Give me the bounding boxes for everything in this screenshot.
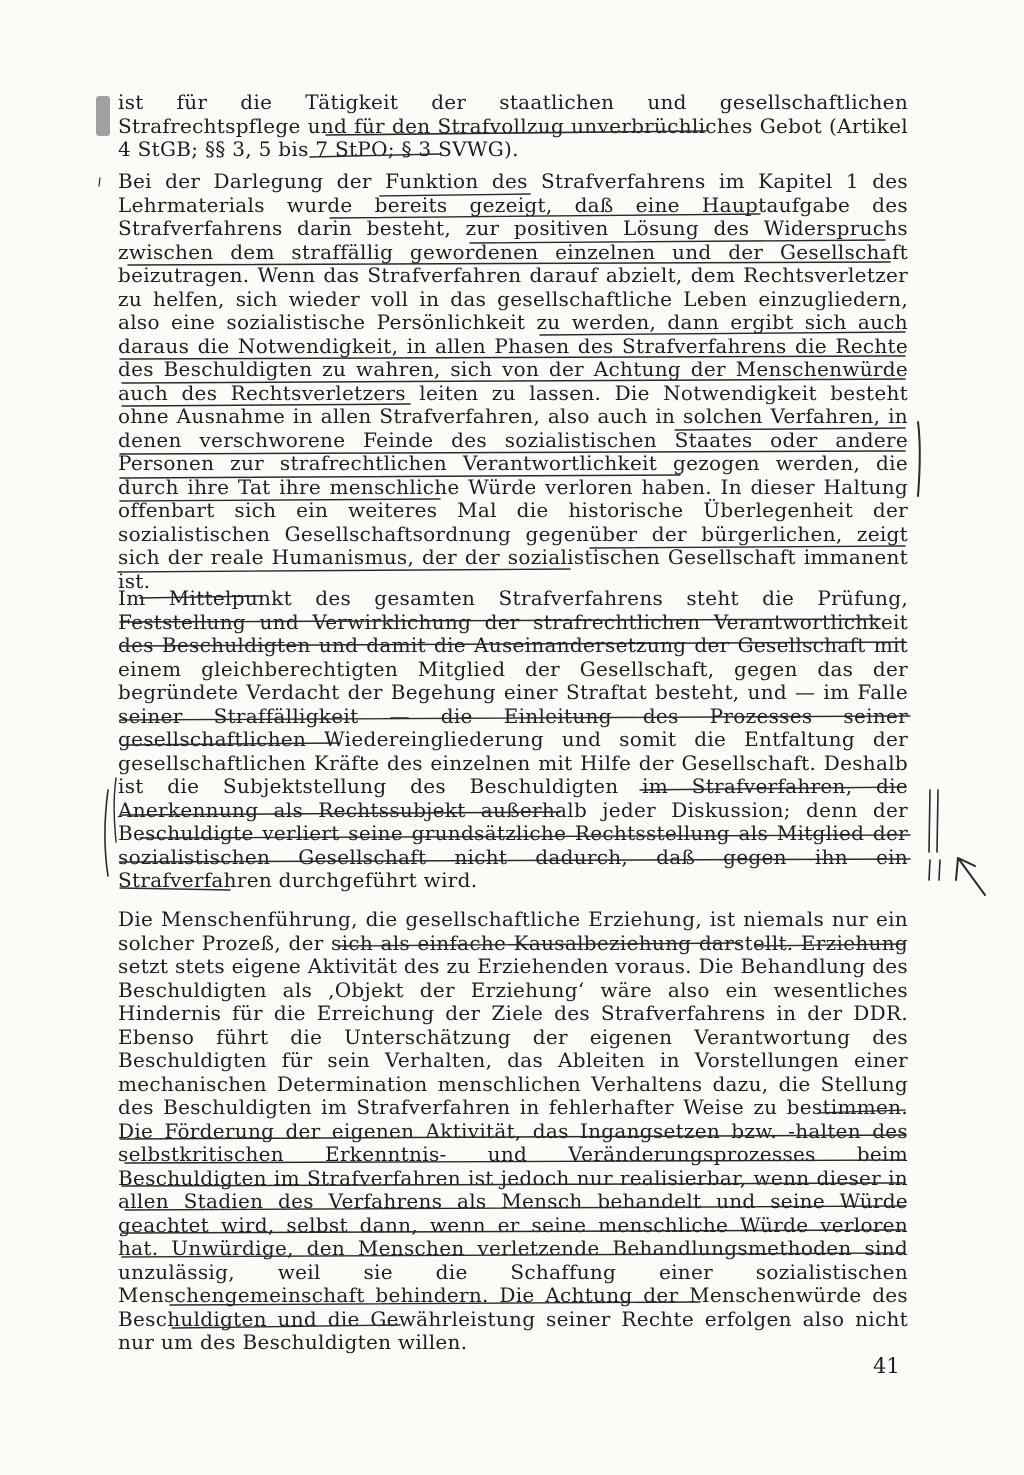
paragraph-4: Die Menschenführung, die gesellschaftliche Erziehung, ist niemals nur ein solcher Prozeß, der sich als einfache Kausalbeziehung darstellt. Erziehung setzt stets eigene Aktivität des zu Erziehenden voraus. Die Behandlung des Beschuldigten als ‚Objekt der Erziehung‘ wäre also ein wesentliches Hindernis für die Erreichung der Ziele des Strafverfahrens in der DDR. Ebenso führt die Unterschätzung der eigenen Verantwortung des Beschuldigten für sein Verhalten, das Ableiten in Vorstellungen einer mechanischen Determination menschlichen Verhaltens dazu, die Stellung des Beschuldigten im Strafverfahren in fehlerhafter Weise zu bestimmen. Die Förderung der eigenen Aktivität, das Ingangsetzen bzw. -halten des selbstkritischen Erkenntnis- und Veränderungsprozesses beim Beschuldigten im Strafverfahren ist jedoch nur realisierbar, wenn dieser in allen Stadien des Verfahrens als Mensch behandelt und seine Würde geachtet wird, selbst dann, wenn er seine menschliche Würde verloren hat. Unwürdige, den Menschen verletzende Behandlungsmethoden sind unzulässig, weil sie die Schaffung einer sozialistischen Menschengemeinschaft behindern. Die Achtung der Menschenwürde des Beschuldigten und die Gewährleistung seiner Rechte erfolgen also nicht nur um des Beschuldigten willen. <box>118 907 908 1354</box>
paragraph-3: Im Mittelpunkt des gesamten Strafverfahrens steht die Prüfung, Feststellung und Verwirklichung der strafrechtlichen Verantwortlichkeit des Beschuldigten und damit die Auseinandersetzung der Gesellschaft mit einem gleichberechtigten Mitglied der Gesellschaft, gegen das der begründete Verdacht der Begehung einer Straftat besteht, und — im Falle seiner Straffälligkeit — die Einleitung des Prozesses seiner gesellschaftlichen Wiedereingliederung und somit die Entfaltung der gesellschaftlichen Kräfte des einzelnen mit Hilfe der Gesellschaft. Deshalb ist die Subjektstellung des Beschuldigten im Strafverfahren, die Anerkennung als Rechtssubjekt außerhalb jeder Diskussion; denn der Beschuldigte verliert seine grundsätzliche Rechtsstellung als Mitglied der sozialistischen Gesellschaft nicht dadurch, daß gegen ihn ein Strafverfahren durchgeführt wird. <box>118 586 908 892</box>
margin-line <box>939 860 940 880</box>
margin-line <box>918 422 920 496</box>
margin-line <box>929 860 930 880</box>
arrow-mark <box>956 858 958 880</box>
margin-line <box>105 790 108 876</box>
paragraph-2: Bei der Darlegung der Funktion des Strafverfahrens im Kapitel 1 des Lehrmaterials wurde bereits gezeigt, daß eine Hauptaufgabe des Strafverfahrens darin besteht, zur positiven Lösung des Widerspruchs zwischen dem straffällig gewordenen einzelnen und der Gesellschaft beizutragen. Wenn das Strafverfahren darauf abzielt, dem Rechtsverletzer zu helfen, sich wieder voll in das gesellschaftliche Leben einzugliedern, also eine sozialistische Persönlichkeit zu werden, dann ergibt sich auch daraus die Notwendigkeit, in allen Phasen des Strafverfahrens die Rechte des Beschuldigten zu wahren, sich von der Achtung der Menschenwürde auch des Rechtsverletzers leiten zu lassen. Die Notwendigkeit besteht ohne Ausnahme in allen Strafverfahren, also auch in solchen Verfahren, in denen verschworene Feinde des sozialistischen Staates oder andere Personen zur strafrechtlichen Verantwortlichkeit gezogen werden, die durch ihre Tat ihre menschliche Würde verloren haben. In dieser Haltung offenbart sich ein weiteres Mal die historische Überlegenheit der sozialistischen Gesellschaftsordnung gegenüber der bürgerlichen, zeigt sich der reale Humanismus, der der sozialistischen Gesellschaft immanent ist. <box>118 169 908 593</box>
paragraph-1: ist für die Tätigkeit der staatlichen und gesellschaftlichen Strafrechtspflege und für den Strafvollzug unverbrüchliches Gebot (Artikel 4 StGB; §§ 3, 5 bis 7 StPO; § 3 SVWG). <box>118 90 908 161</box>
page-number: 41 <box>873 1354 900 1378</box>
margin-line <box>114 778 116 842</box>
arrow-mark <box>958 858 985 895</box>
margin-line <box>929 790 930 852</box>
margin-line <box>99 178 100 186</box>
margin-line <box>937 790 938 852</box>
ink-blot <box>96 96 110 136</box>
arrow-mark <box>958 858 975 866</box>
